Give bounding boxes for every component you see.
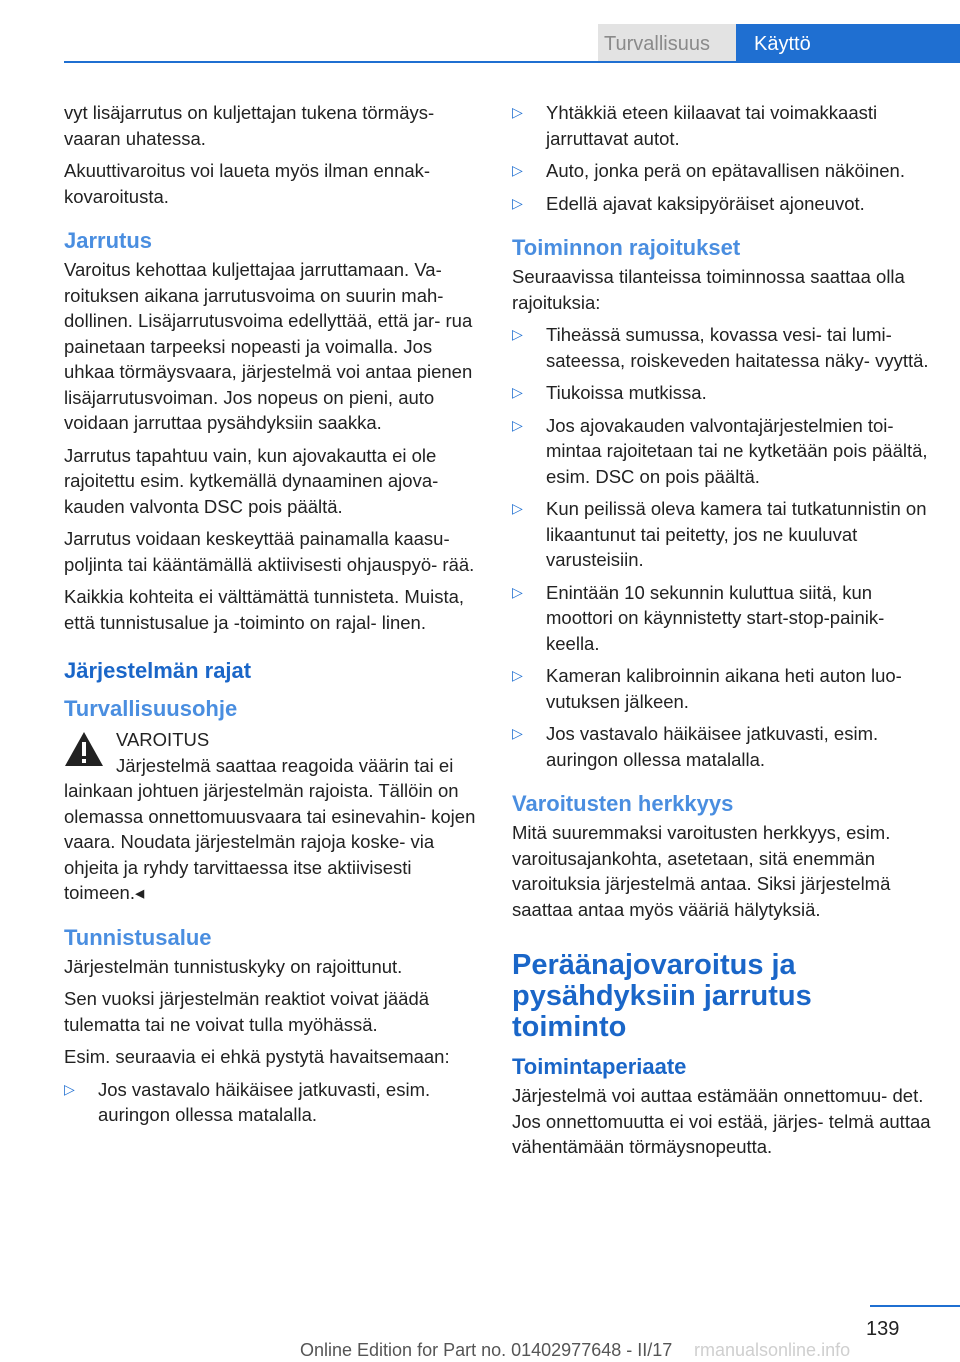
paragraph: Sen vuoksi järjestelmän reaktiot voivat jäädä tulematta tai ne voivat tulla myöhässä.: [64, 988, 430, 1035]
limitations-list: [512, 322, 932, 772]
list-item: [512, 721, 932, 772]
warning-triangle-icon: [64, 731, 104, 767]
list-item: [512, 100, 932, 151]
heading-turvallisuusohje: Turvallisuusohje: [64, 696, 238, 721]
list-item-text: Enintään 10 sekunnin kuluttua siitä, kun moottori on käynnistetty start-stop-painik- keella.: [546, 581, 885, 654]
list-item-text: Jos vastavalo häikäisee jatkuvasti, esim. auringon ollessa matalalla.: [98, 1078, 431, 1125]
heading-toimintaperiaate: Toimintaperiaate: [512, 1054, 687, 1079]
detection-list-continued: [512, 100, 932, 216]
triangle-right-icon: ▷: [512, 500, 523, 516]
paragraph: Varoitus kehottaa kuljettajaa jarruttamaan. Va- roituksen aikana jarrutusvoima on suurin mah- dollinen. Lisäjarrutusvoima edellyttää, että jar- rua painetaan tarpeeksi nopeasti ja voimalla. Jos uhkaa törmäysvaara, järjestelmä voi antaa pienen lisäjarrutusvoiman. Jos nopeus on pieni, auto voidaan jarruttaa pysähdyksiin saakka.: [64, 259, 473, 433]
warning-body: Järjestelmä saattaa reagoida väärin tai ei lainkaan johtuen järjestelmän rajoista. Tällöin on olemassa onnettomuusvaara tai esinevahin- kojen vaara. Noudata järjestelmän rajoja koske- via ohjeita ja ryhdy tarvittaessa itse aktiivisesti toimeen.◂: [64, 754, 476, 903]
warning-box: [64, 725, 484, 906]
header-section-label: Turvallisuus: [604, 33, 710, 55]
watermark: rmanualsonline.info: [694, 1340, 851, 1360]
list-item-text: Kameran kalibroinnin aikana heti auton luo- vutuksen jälkeen.: [546, 665, 902, 712]
heading-tunnistusalue: Tunnistusalue: [64, 924, 212, 950]
triangle-right-icon: ▷: [512, 162, 523, 178]
list-item: [512, 322, 932, 373]
heading-varoitusten-herkkyys: Varoitusten herkkyys: [512, 791, 734, 816]
triangle-right-icon: ▷: [512, 583, 523, 600]
list-item-text: Jos ajovakauden valvontajärjestelmien toi- mintaa rajoitetaan tai ne kytketään pois päältä, esim. DSC on pois päältä.: [546, 414, 928, 487]
list-item: [512, 413, 932, 490]
edition-note: Online Edition for Part no. 01402977648 - II/17: [300, 1340, 673, 1360]
triangle-right-icon: ▷: [512, 194, 523, 211]
heading-jarrutus: Jarrutus: [64, 228, 153, 253]
list-item-text: Tiukoissa mutkissa.: [546, 382, 707, 403]
left-column: [64, 100, 484, 1135]
header-section-tab: [598, 24, 736, 62]
paragraph: Akuuttivaroitus voi laueta myös ilman ennak- kovaroitusta.: [64, 160, 431, 207]
list-item: [512, 191, 932, 217]
paragraph: Seuraavissa tilanteissa toiminnossa saattaa olla rajoituksia:: [512, 266, 905, 313]
heading-jarjestelman-rajat: Järjestelmän rajat: [64, 658, 252, 683]
list-item-text: Edellä ajavat kaksipyöräiset ajoneuvot.: [546, 192, 865, 214]
heading-toiminnon-rajoitukset: Toiminnon rajoitukset: [512, 235, 741, 260]
paragraph: vyt lisäjarrutus on kuljettajan tukena törmäys- vaaran uhatessa.: [64, 102, 435, 149]
triangle-right-icon: ▷: [512, 725, 523, 741]
list-item-text: Yhtäkkiä eteen kiilaavat tai voimakkaasti jarruttavat autot.: [546, 102, 878, 149]
list-item-text: Kun peilissä oleva kamera tai tutkatunnistin on likaantunut tai peitetty, jos ne kuuluvat varusteisiin.: [546, 498, 927, 570]
list-item: [512, 496, 932, 573]
paragraph: Esim. seuraavia ei ehkä pystytä havaitsemaan:: [64, 1046, 450, 1067]
triangle-right-icon: ▷: [512, 326, 523, 342]
paragraph: Kaikkia kohteita ei välttämättä tunnisteta. Muista, että tunnistusalue ja -toiminto on rajal- linen.: [64, 586, 465, 633]
triangle-right-icon: ▷: [512, 104, 523, 120]
footer-rule: [870, 1305, 960, 1307]
list-item-text: Auto, jonka perä on epätavallisen näköinen.: [546, 160, 905, 181]
list-item-text: Tiheässä sumussa, kovassa vesi- tai lumi- sateessa, roiskeveden haitatessa näky- vyyttä.: [546, 324, 929, 371]
list-item-text: Jos vastavalo häikäisee jatkuvasti, esim. auringon ollessa matalalla.: [546, 723, 879, 770]
page-number: 139: [866, 1318, 900, 1340]
triangle-right-icon: ▷: [64, 1080, 75, 1097]
paragraph: Järjestelmä voi auttaa estämään onnettomuu- det. Jos onnettomuutta ei voi estää, järjes- telmä auttaa vähentämään törmäysnopeutta.: [512, 1085, 931, 1157]
paragraph: Jarrutus tapahtuu vain, kun ajovakautta ei ole rajoitettu esim. kytkemällä dynaaminen ajova- kauden valvonta DSC pois päältä.: [64, 444, 439, 517]
detection-list: [64, 1077, 484, 1128]
list-item: [512, 158, 932, 184]
header-chapter-label: Käyttö: [754, 33, 811, 55]
section-title: Peräänajovaroitus ja pysähdyksiin jarrutus toiminto: [512, 949, 812, 1043]
triangle-right-icon: ▷: [512, 667, 523, 683]
header-chapter-tab: [736, 24, 960, 62]
header-rule: [64, 61, 960, 63]
triangle-right-icon: ▷: [512, 384, 523, 400]
right-column: [512, 100, 932, 1167]
paragraph: Järjestelmän tunnistuskyky on rajoittunut.: [64, 955, 403, 977]
list-item: [512, 580, 932, 657]
list-item: [512, 663, 932, 714]
paragraph: Mitä suuremmaksi varoitusten herkkyys, esim. varoitusajankohta, asetetaan, sitä enemmän varoituksia järjestelmä antaa. Siksi järjestelmä saattaa antaa myös vääriä hälytyksiä.: [512, 822, 891, 920]
paragraph: Jarrutus voidaan keskeyttää painamalla kaasu- poljinta tai kääntämällä aktiivisesti ohjauspyö- rää.: [64, 528, 475, 575]
list-item: [512, 380, 932, 406]
warning-title: VAROITUS: [116, 729, 210, 750]
list-item: [64, 1077, 484, 1128]
triangle-right-icon: ▷: [512, 416, 523, 433]
